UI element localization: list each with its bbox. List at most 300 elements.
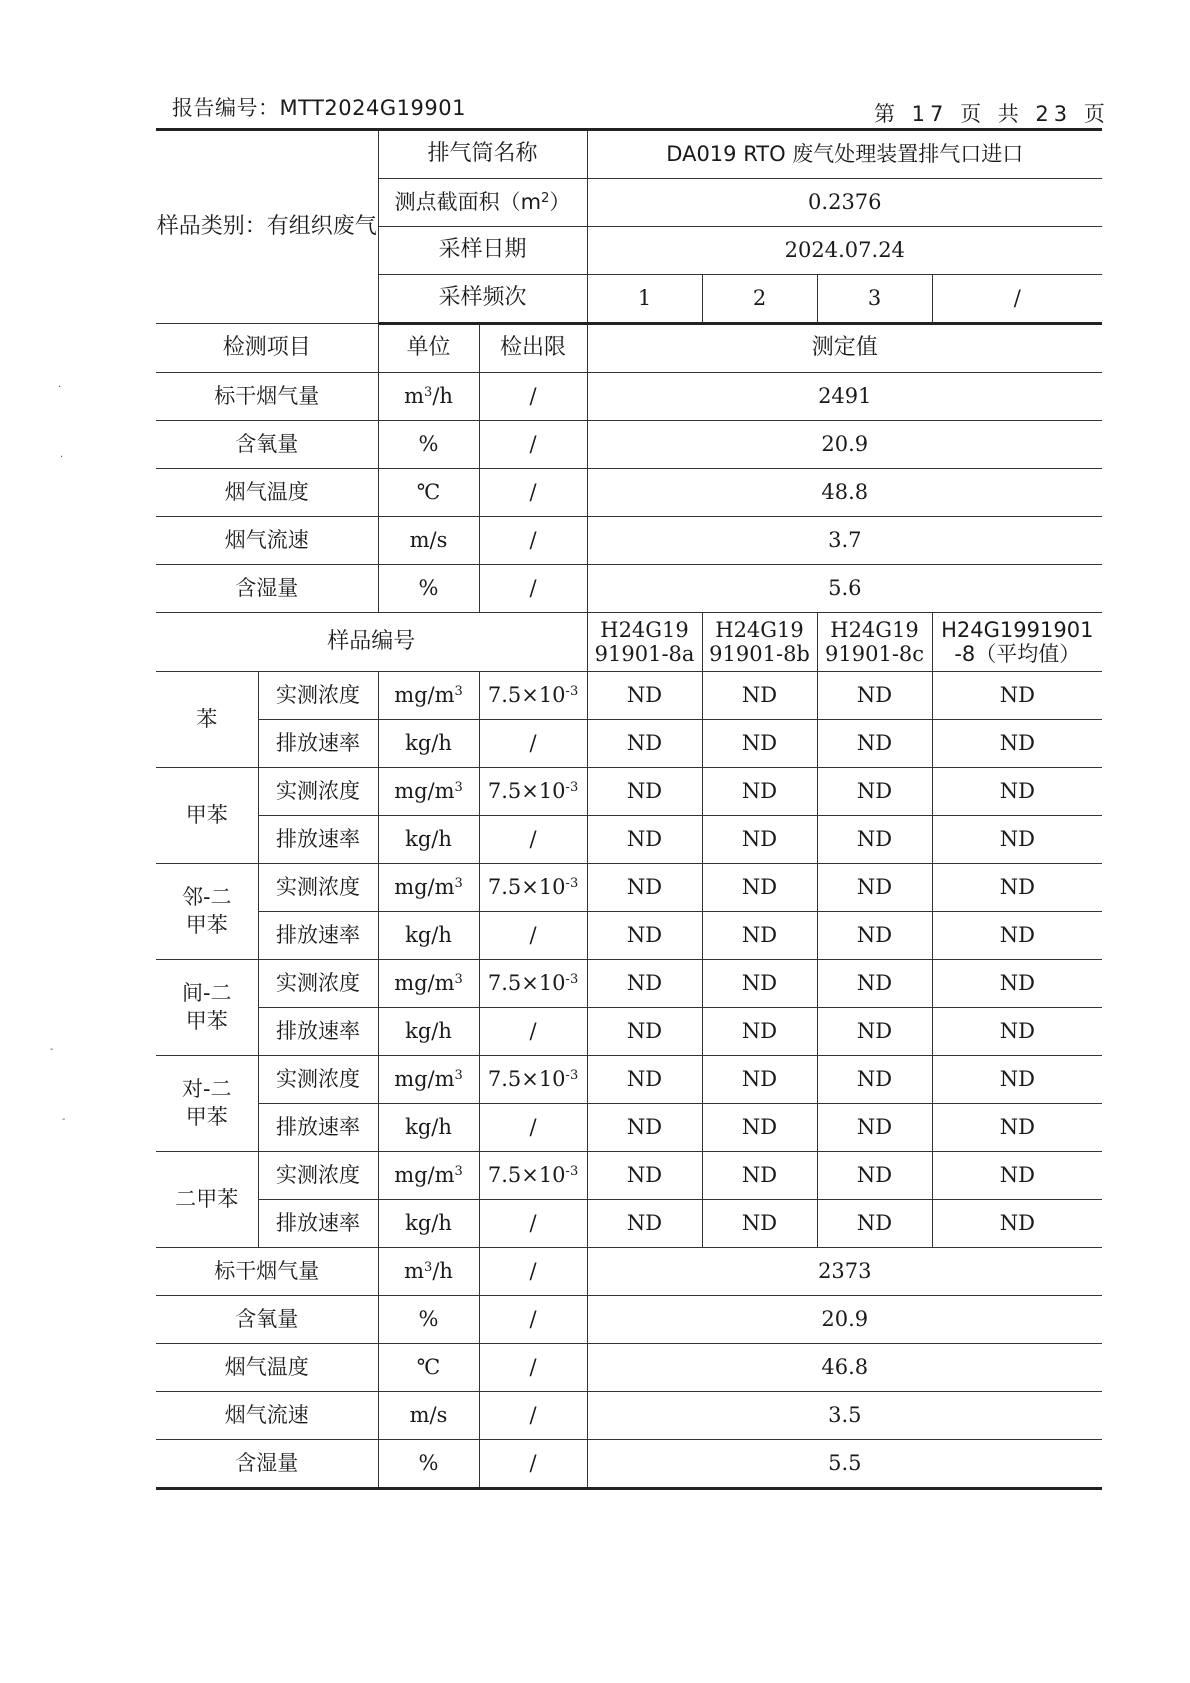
parameter-name-text: 标干烟气量: [214, 383, 320, 408]
sample-id-line: 91901-8a: [594, 642, 695, 666]
unit-text: %: [418, 1306, 439, 1331]
limit-exp: -3: [565, 1067, 579, 1083]
pollutant-name-line: 苯: [196, 706, 218, 731]
result-value-text: ND: [856, 1210, 893, 1235]
pollutant-name-line: 邻-二: [181, 885, 232, 910]
result-value-text: ND: [626, 922, 663, 947]
col-value: 测定值: [587, 324, 1102, 373]
sample-id: [932, 613, 1102, 672]
result-value-text: ND: [741, 922, 778, 947]
stack-name-label: 排气筒名称: [378, 130, 587, 179]
parameter-value: [587, 1248, 1102, 1296]
sample-id: [587, 613, 702, 672]
result-value: [587, 912, 702, 960]
result-value-text: ND: [856, 730, 893, 755]
limit-text: /: [529, 1018, 537, 1043]
limit-text: /: [529, 1114, 537, 1139]
freq-value: 3: [817, 275, 932, 324]
result-value: [702, 1008, 817, 1056]
result-value: [702, 816, 817, 864]
pollutant-row: [156, 864, 1102, 912]
measure-type: [258, 960, 378, 1008]
date-value: 2024.07.24: [587, 227, 1102, 275]
unit-exp: 3: [454, 1163, 463, 1179]
result-value: [702, 960, 817, 1008]
measure-type-text: 排放速率: [276, 826, 360, 851]
unit-exp: 3: [454, 779, 463, 795]
result-value: [817, 1104, 932, 1152]
stack-name-row: [156, 130, 1102, 179]
measure-unit: [378, 1056, 479, 1104]
parameter-name: [156, 421, 378, 469]
value-text: 46.8: [821, 1354, 869, 1379]
parameter-limit: [479, 1392, 587, 1440]
pollutant-name: [156, 960, 258, 1056]
result-value: [587, 768, 702, 816]
measure-type: [258, 864, 378, 912]
result-value: [932, 1200, 1102, 1248]
parameter-value: [587, 1344, 1102, 1392]
result-value: [702, 672, 817, 720]
scan-mark: ·: [58, 382, 62, 393]
result-value: [932, 1056, 1102, 1104]
parameter-limit: [479, 1248, 587, 1296]
result-value-text: ND: [626, 1114, 663, 1139]
measure-unit: [378, 864, 479, 912]
freq-value: 2: [702, 275, 817, 324]
unit-text: kg/h: [405, 1210, 452, 1235]
limit-exp: -3: [565, 875, 579, 891]
result-value: [932, 672, 1102, 720]
limit-exp: -3: [565, 779, 579, 795]
parameter-name: [156, 1344, 378, 1392]
measure-unit: [378, 1200, 479, 1248]
result-value-text: ND: [626, 970, 663, 995]
area-value: 0.2376: [587, 179, 1102, 227]
result-value: [817, 768, 932, 816]
result-value: [587, 1104, 702, 1152]
result-value: [587, 1200, 702, 1248]
limit-text: 7.5×10: [487, 682, 566, 707]
unit-text: %: [418, 1450, 439, 1475]
sample-id-line: H24G19: [715, 617, 804, 642]
parameter-name-text: 烟气流速: [224, 1402, 309, 1427]
parameter-unit: [378, 1440, 479, 1489]
result-value: [587, 1008, 702, 1056]
value-text: 3.7: [828, 527, 862, 552]
result-value: [817, 912, 932, 960]
limit-text: /: [529, 479, 537, 504]
measure-type: [258, 1200, 378, 1248]
result-value-text: ND: [999, 682, 1035, 707]
result-value-text: ND: [626, 730, 663, 755]
sample-id-label-text: 样品编号: [327, 628, 416, 654]
unit-text: kg/h: [405, 922, 452, 947]
sample-id-line: H24G19: [830, 617, 919, 642]
detection-limit: [479, 912, 587, 960]
parameter-value: [587, 1296, 1102, 1344]
date-label: 采样日期: [378, 227, 587, 275]
value-text: 3.5: [828, 1402, 862, 1427]
result-value: [817, 960, 932, 1008]
result-value: [932, 1008, 1102, 1056]
parameter-unit: [378, 1392, 479, 1440]
limit-text: 7.5×10: [487, 874, 566, 899]
limit-exp: -3: [565, 1163, 579, 1179]
measure-unit: [378, 1104, 479, 1152]
unit-text: mg/m: [394, 874, 455, 899]
parameter-value: [587, 1440, 1102, 1489]
result-value-text: ND: [999, 1018, 1035, 1043]
pollutant-row: [156, 720, 1102, 768]
unit-exp: 3: [424, 1259, 433, 1275]
result-value: [702, 768, 817, 816]
result-value: [702, 1152, 817, 1200]
measure-type-text: 实测浓度: [276, 778, 360, 803]
result-value: [817, 1200, 932, 1248]
limit-text: /: [529, 826, 537, 851]
value-text: 5.6: [828, 575, 862, 600]
test-results-table: [156, 128, 1102, 1490]
parameter-unit: [378, 1296, 479, 1344]
unit-text: mg/m: [394, 1066, 455, 1091]
parameter-limit: [479, 469, 587, 517]
detection-limit: [479, 768, 587, 816]
parameter-unit: [378, 517, 479, 565]
measure-type: [258, 1008, 378, 1056]
limit-text: /: [529, 1402, 537, 1427]
measure-unit: [378, 1152, 479, 1200]
result-value: [587, 864, 702, 912]
detection-limit: [479, 864, 587, 912]
value-text: 20.9: [821, 431, 869, 456]
result-value-text: ND: [999, 1162, 1035, 1187]
unit-exp: 3: [454, 875, 463, 891]
pollutant-name-line: 甲苯: [185, 1008, 228, 1033]
measure-unit: [378, 816, 479, 864]
unit-text: kg/h: [405, 1114, 452, 1139]
pollutant-row: [156, 1200, 1102, 1248]
area-label-end: ）: [549, 189, 571, 214]
pollutant-name: [156, 864, 258, 960]
freq-value: /: [932, 275, 1102, 324]
pollutant-name-line: 甲苯: [185, 912, 228, 937]
result-value: [702, 720, 817, 768]
result-value: [817, 1008, 932, 1056]
limit-text: 7.5×10: [487, 1066, 566, 1091]
unit-text: %: [418, 575, 439, 600]
parameter-row: [156, 1296, 1102, 1344]
result-value: [817, 1152, 932, 1200]
pollutant-name: [156, 1152, 258, 1248]
unit-exp: 3: [454, 971, 463, 987]
result-value-text: ND: [999, 1210, 1035, 1235]
measure-unit: [378, 1008, 479, 1056]
result-value: [587, 672, 702, 720]
result-value-text: ND: [626, 1162, 663, 1187]
parameter-value: [587, 517, 1102, 565]
pollutant-row: [156, 1056, 1102, 1104]
parameter-limit: [479, 565, 587, 613]
measure-type: [258, 1104, 378, 1152]
measure-type: [258, 1152, 378, 1200]
detection-limit: [479, 672, 587, 720]
measure-type-text: 排放速率: [276, 1210, 360, 1235]
parameter-value: [587, 421, 1102, 469]
limit-text: /: [529, 1258, 537, 1283]
parameter-row: [156, 373, 1102, 421]
unit-text: ℃: [416, 479, 441, 504]
result-value: [587, 1152, 702, 1200]
parameter-name: [156, 1248, 378, 1296]
detection-limit: [479, 1104, 587, 1152]
result-value-text: ND: [999, 1066, 1035, 1091]
unit-text: ℃: [416, 1354, 441, 1379]
measure-unit: [378, 912, 479, 960]
measure-type-text: 排放速率: [276, 1114, 360, 1139]
result-value: [932, 1152, 1102, 1200]
unit-text: %: [418, 431, 439, 456]
column-header-row: [156, 324, 1102, 373]
parameter-row: [156, 1440, 1102, 1489]
result-value-text: ND: [856, 1114, 893, 1139]
parameter-unit: [378, 373, 479, 421]
unit-text: mg/m: [394, 970, 455, 995]
result-value: [932, 816, 1102, 864]
parameter-name-text: 烟气流速: [224, 527, 309, 552]
result-value-text: ND: [856, 874, 893, 899]
parameter-name: [156, 469, 378, 517]
unit-text: mg/m: [394, 778, 455, 803]
parameter-value: [587, 565, 1102, 613]
result-value-text: ND: [999, 874, 1035, 899]
area-label-text: 测点截面积（m: [394, 189, 542, 214]
result-value: [587, 816, 702, 864]
pollutant-row: [156, 1008, 1102, 1056]
result-value-text: ND: [999, 1114, 1035, 1139]
parameter-name-text: 烟气温度: [224, 1354, 309, 1379]
parameter-limit: [479, 1440, 587, 1489]
parameter-limit: [479, 1344, 587, 1392]
sample-id-line: 91901-8b: [709, 642, 810, 666]
result-value: [932, 720, 1102, 768]
result-value: [932, 768, 1102, 816]
result-value: [932, 912, 1102, 960]
scan-mark: ·: [60, 452, 64, 463]
limit-text: 7.5×10: [487, 778, 566, 803]
result-value-text: ND: [741, 826, 778, 851]
limit-text: /: [529, 1306, 537, 1331]
unit-end: /h: [432, 1258, 453, 1283]
result-value: [932, 1104, 1102, 1152]
col-unit: 单位: [378, 324, 479, 373]
pollutant-name: [156, 672, 258, 768]
limit-text: /: [529, 1210, 537, 1235]
result-value: [587, 960, 702, 1008]
sample-id-line: H24G19: [600, 617, 689, 642]
measure-type: [258, 912, 378, 960]
value-text: 5.5: [828, 1450, 862, 1475]
measure-unit: [378, 672, 479, 720]
detection-limit: [479, 1152, 587, 1200]
measure-type-text: 排放速率: [276, 922, 360, 947]
result-value-text: ND: [626, 1066, 663, 1091]
result-value-text: ND: [626, 874, 663, 899]
measure-type-text: 实测浓度: [276, 970, 360, 995]
limit-text: /: [529, 1450, 537, 1475]
limit-text: /: [529, 1354, 537, 1379]
result-value-text: ND: [856, 1162, 893, 1187]
result-value-text: ND: [741, 874, 778, 899]
limit-text: /: [529, 575, 537, 600]
unit-text: m: [404, 1258, 425, 1283]
pollutant-row: [156, 1152, 1102, 1200]
parameter-row: [156, 1344, 1102, 1392]
parameter-name: [156, 517, 378, 565]
pollutant-name-line: 二甲苯: [175, 1186, 239, 1211]
stack-name-value: DA019 RTO 废气处理装置排气口进口: [587, 130, 1102, 179]
parameter-name: [156, 373, 378, 421]
limit-text: /: [529, 922, 537, 947]
parameter-name-text: 烟气温度: [224, 479, 309, 504]
result-value: [702, 912, 817, 960]
measure-type-text: 实测浓度: [276, 682, 360, 707]
result-value-text: ND: [626, 1018, 663, 1043]
parameter-limit: [479, 517, 587, 565]
pollutant-row: [156, 768, 1102, 816]
result-value-text: ND: [741, 1066, 778, 1091]
result-value-text: ND: [856, 922, 893, 947]
value-text: 2373: [818, 1258, 872, 1283]
limit-text: /: [529, 383, 537, 408]
result-value: [817, 1056, 932, 1104]
measure-type: [258, 720, 378, 768]
parameter-value: [587, 469, 1102, 517]
result-value: [702, 864, 817, 912]
parameter-unit: [378, 421, 479, 469]
measure-type-text: 实测浓度: [276, 1162, 360, 1187]
report-number: 报告编号：MTT2024G19901: [172, 96, 466, 120]
area-label: [378, 179, 587, 227]
sample-category: 样品类别：有组织废气: [156, 130, 378, 324]
parameter-row: [156, 517, 1102, 565]
parameter-unit: [378, 565, 479, 613]
measure-unit: [378, 768, 479, 816]
col-limit: 检出限: [479, 324, 587, 373]
parameter-limit: [479, 1296, 587, 1344]
pollutant-row: [156, 816, 1102, 864]
detection-limit: [479, 960, 587, 1008]
detection-limit: [479, 720, 587, 768]
parameter-name-text: 标干烟气量: [214, 1258, 320, 1283]
sample-id-line: 91901-8c: [825, 642, 925, 666]
pollutant-name: [156, 768, 258, 864]
measure-type-text: 排放速率: [276, 730, 360, 755]
sample-id: [817, 613, 932, 672]
unit-end: /h: [432, 383, 453, 408]
page-number: 第 17 页 共 23 页: [874, 102, 1110, 126]
unit-text: kg/h: [405, 826, 452, 851]
parameter-row: [156, 469, 1102, 517]
measure-unit: [378, 960, 479, 1008]
unit-text: mg/m: [394, 1162, 455, 1187]
parameter-name: [156, 1296, 378, 1344]
unit-text: m: [404, 383, 425, 408]
result-value-text: ND: [856, 1018, 893, 1043]
measure-type-text: 排放速率: [276, 1018, 360, 1043]
pollutant-name-line: 间-二: [181, 981, 232, 1006]
unit-text: kg/h: [405, 1018, 452, 1043]
detection-limit: [479, 1056, 587, 1104]
result-value-text: ND: [999, 826, 1035, 851]
pollutant-row: [156, 912, 1102, 960]
detection-limit: [479, 816, 587, 864]
scan-mark: ‑: [50, 1044, 54, 1055]
parameter-name-text: 含湿量: [235, 575, 299, 600]
detection-limit: [479, 1008, 587, 1056]
pollutant-name: [156, 1056, 258, 1152]
parameter-limit: [479, 373, 587, 421]
limit-text: 7.5×10: [487, 1162, 566, 1187]
unit-exp: 3: [454, 683, 463, 699]
result-value-text: ND: [999, 730, 1035, 755]
result-value-text: ND: [741, 682, 778, 707]
result-value: [702, 1056, 817, 1104]
result-value: [702, 1104, 817, 1152]
result-value: [932, 864, 1102, 912]
parameter-row: [156, 1248, 1102, 1296]
result-value-text: ND: [741, 970, 778, 995]
measure-type: [258, 768, 378, 816]
limit-text: /: [529, 431, 537, 456]
unit-text: m/s: [409, 1402, 448, 1427]
result-value: [817, 720, 932, 768]
parameter-row: [156, 1392, 1102, 1440]
result-value: [817, 672, 932, 720]
parameter-name: [156, 1440, 378, 1489]
parameter-name: [156, 565, 378, 613]
measure-type-text: 实测浓度: [276, 874, 360, 899]
parameter-row: [156, 565, 1102, 613]
result-value-text: ND: [999, 970, 1035, 995]
measure-type: [258, 672, 378, 720]
result-value-text: ND: [856, 1066, 893, 1091]
parameter-limit: [479, 421, 587, 469]
result-value-text: ND: [856, 970, 893, 995]
result-value-text: ND: [856, 682, 893, 707]
parameter-unit: [378, 1344, 479, 1392]
result-value-text: ND: [856, 826, 893, 851]
sample-id-label: [156, 613, 587, 672]
pollutant-row: [156, 1104, 1102, 1152]
unit-text: kg/h: [405, 730, 452, 755]
result-value-text: ND: [626, 826, 663, 851]
unit-text: mg/m: [394, 682, 455, 707]
limit-exp: -3: [565, 683, 579, 699]
result-value-text: ND: [741, 1018, 778, 1043]
sample-id-line: -8（平均值）: [954, 642, 1081, 666]
freq-value: 1: [587, 275, 702, 324]
parameter-name-text: 含氧量: [235, 431, 299, 456]
result-value: [587, 1056, 702, 1104]
result-value-text: ND: [741, 1114, 778, 1139]
limit-text: 7.5×10: [487, 970, 566, 995]
result-value: [587, 720, 702, 768]
scan-mark: ‑: [62, 1114, 66, 1125]
sample-id: [702, 613, 817, 672]
parameter-name: [156, 1392, 378, 1440]
measure-type: [258, 816, 378, 864]
